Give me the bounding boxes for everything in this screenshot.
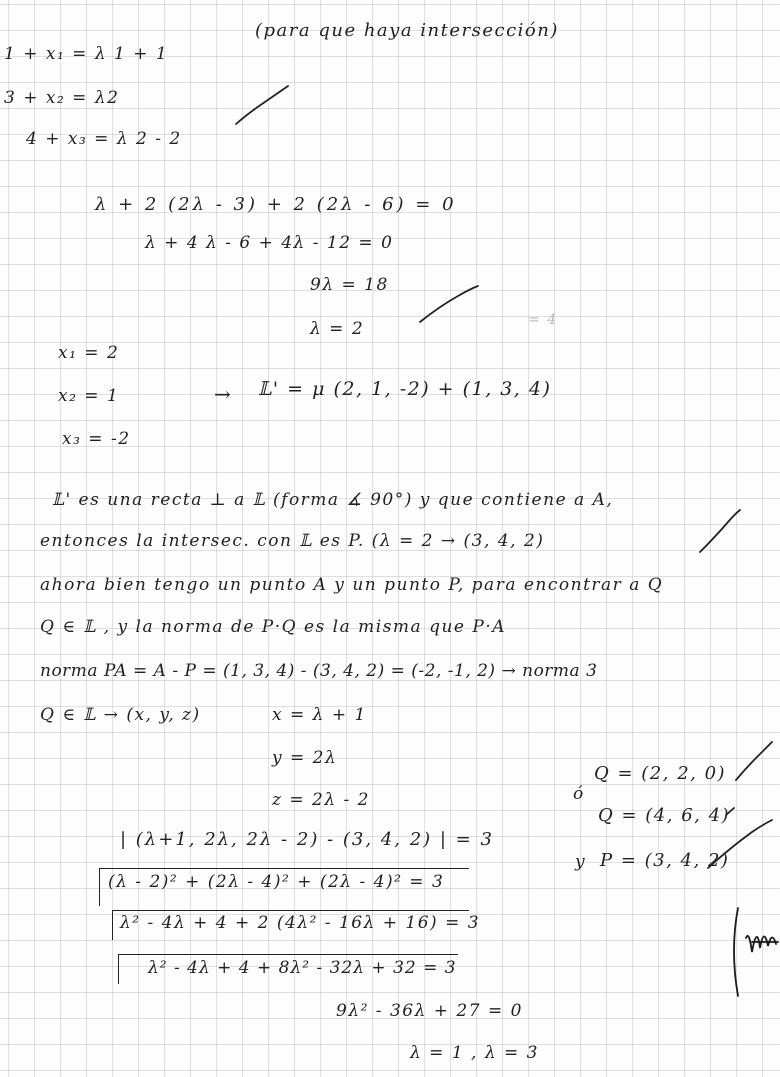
implies-arrow: → bbox=[214, 382, 233, 406]
sqrt-sign-3 bbox=[118, 954, 119, 984]
equation-x2: 3 + x₂ = λ2 bbox=[4, 88, 120, 108]
solve-line-2: λ + 4 λ - 6 + 4λ - 12 = 0 bbox=[145, 233, 394, 253]
result-q1: Q = (2, 2, 0) bbox=[594, 763, 727, 784]
check-mark-icon bbox=[736, 742, 772, 780]
check-mark-icon bbox=[420, 286, 478, 322]
sqrt-bar-2 bbox=[112, 910, 469, 911]
check-mark-icon bbox=[236, 86, 288, 124]
norm-line-4: λ² - 4λ + 4 + 8λ² - 32λ + 32 = 3 bbox=[148, 958, 457, 978]
solve-line-1: λ + 2 (2λ - 3) + 2 (2λ - 6) = 0 bbox=[95, 194, 457, 215]
q-param-x: x = λ + 1 bbox=[272, 705, 367, 725]
x1-value: x₁ = 2 bbox=[58, 343, 120, 363]
norm-line-2: (λ - 2)² + (2λ - 4)² + (2λ - 4)² = 3 bbox=[108, 872, 445, 892]
norm-line-6: λ = 1 , λ = 3 bbox=[410, 1043, 539, 1063]
result-p: P = (3, 4, 2) bbox=[600, 850, 730, 871]
sqrt-sign-2 bbox=[112, 910, 113, 940]
x2-value: x₂ = 1 bbox=[58, 386, 120, 406]
norm-line-3: λ² - 4λ + 4 + 2 (4λ² - 16λ + 16) = 3 bbox=[120, 913, 481, 933]
sqrt-bar-3 bbox=[118, 954, 458, 955]
check-mark-icon bbox=[700, 510, 740, 552]
solve-line-3: 9λ = 18 bbox=[310, 275, 389, 295]
equation-x1: 1 + x₁ = λ 1 + 1 bbox=[4, 44, 169, 64]
equation-x3: 4 + x₃ = λ 2 - 2 bbox=[26, 129, 182, 149]
paragraph-line-5: norma PA = A - P = (1, 3, 4) - (3, 4, 2) = (-2, -1, 2) → norma 3 bbox=[40, 661, 598, 681]
sqrt-bar-1 bbox=[99, 868, 469, 869]
paragraph-line-2: entonces la intersec. con 𝕃 es P. (λ = 2 → (3, 4, 2) bbox=[40, 531, 545, 551]
norm-line-5: 9λ² - 36λ + 27 = 0 bbox=[336, 1001, 523, 1021]
result-y: y bbox=[575, 852, 587, 872]
paragraph-line-3: ahora bien tengo un punto A y un punto P, para encontrar a Q bbox=[40, 575, 664, 595]
q-param-z: z = 2λ - 2 bbox=[272, 790, 370, 810]
norm-line-1: | (λ+1, 2λ, 2λ - 2) - (3, 4, 2) | = 3 bbox=[120, 829, 494, 850]
margin-note: = 4 bbox=[528, 312, 558, 328]
result-or: ó bbox=[573, 784, 585, 804]
paragraph-line-4: Q ∈ 𝕃 , y la norma de P·Q es la misma que P·A bbox=[40, 617, 506, 637]
line-L-prime: 𝕃' = μ (2, 1, -2) + (1, 3, 4) bbox=[258, 378, 552, 400]
signature-icon bbox=[734, 908, 778, 996]
header-note: (para que haya intersección) bbox=[255, 20, 559, 41]
x3-value: x₃ = -2 bbox=[62, 429, 131, 449]
sqrt-sign-1 bbox=[99, 868, 100, 906]
q-param-y: y = 2λ bbox=[272, 748, 338, 768]
paragraph-line-1: 𝕃' es una recta ⊥ a 𝕃 (forma ∡ 90°) y que contiene a A, bbox=[52, 490, 614, 510]
solve-line-4: λ = 2 bbox=[310, 319, 365, 339]
result-q2: Q = (4, 6, 4) bbox=[598, 805, 731, 826]
q-param-lead: Q ∈ 𝕃 → (x, y, z) bbox=[40, 705, 201, 725]
